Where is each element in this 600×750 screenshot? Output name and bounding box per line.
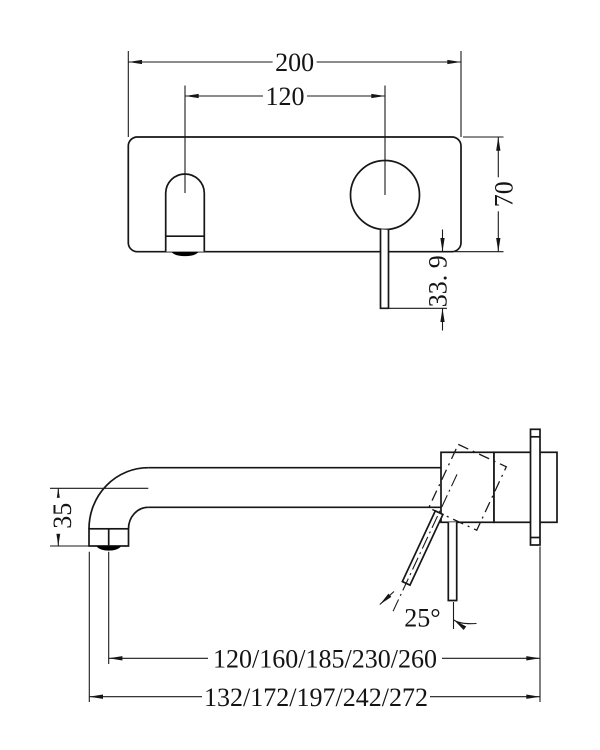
escutcheon-plate-side bbox=[531, 429, 541, 545]
elbow-inner-arc bbox=[129, 507, 149, 529]
in-wall-body bbox=[494, 452, 557, 522]
dim-plate-height bbox=[455, 137, 518, 252]
angle-leader-left bbox=[380, 592, 394, 605]
side-view bbox=[48, 429, 557, 712]
dim-plate-height-label: 70 bbox=[489, 181, 519, 208]
front-view bbox=[128, 48, 518, 330]
angle-leader-right bbox=[454, 620, 477, 624]
dim-overall-length-label: 132/172/197/242/272 bbox=[204, 682, 428, 712]
handle-vertical bbox=[448, 522, 456, 600]
dim-plate-width-label: 200 bbox=[275, 48, 315, 78]
dim-handle-angle bbox=[380, 592, 477, 633]
dim-spout-reach-label: 120/160/185/230/260 bbox=[213, 644, 437, 674]
dim-centres-spacing-label: 120 bbox=[265, 82, 305, 112]
dim-spout-drop-label: 35 bbox=[47, 502, 77, 529]
valve-joint-body bbox=[441, 452, 494, 522]
dim-spout-reach bbox=[109, 547, 540, 703]
elbow-outer-arc bbox=[89, 468, 148, 529]
dim-handle-angle-label: 25° bbox=[404, 603, 441, 633]
dim-overall-length bbox=[89, 552, 540, 712]
spout-aerator-side bbox=[97, 546, 122, 550]
mixer-handle-front bbox=[381, 229, 389, 308]
spout-aerator-front bbox=[172, 252, 199, 256]
dim-handle-projection-label: 33. 9 bbox=[423, 255, 453, 308]
